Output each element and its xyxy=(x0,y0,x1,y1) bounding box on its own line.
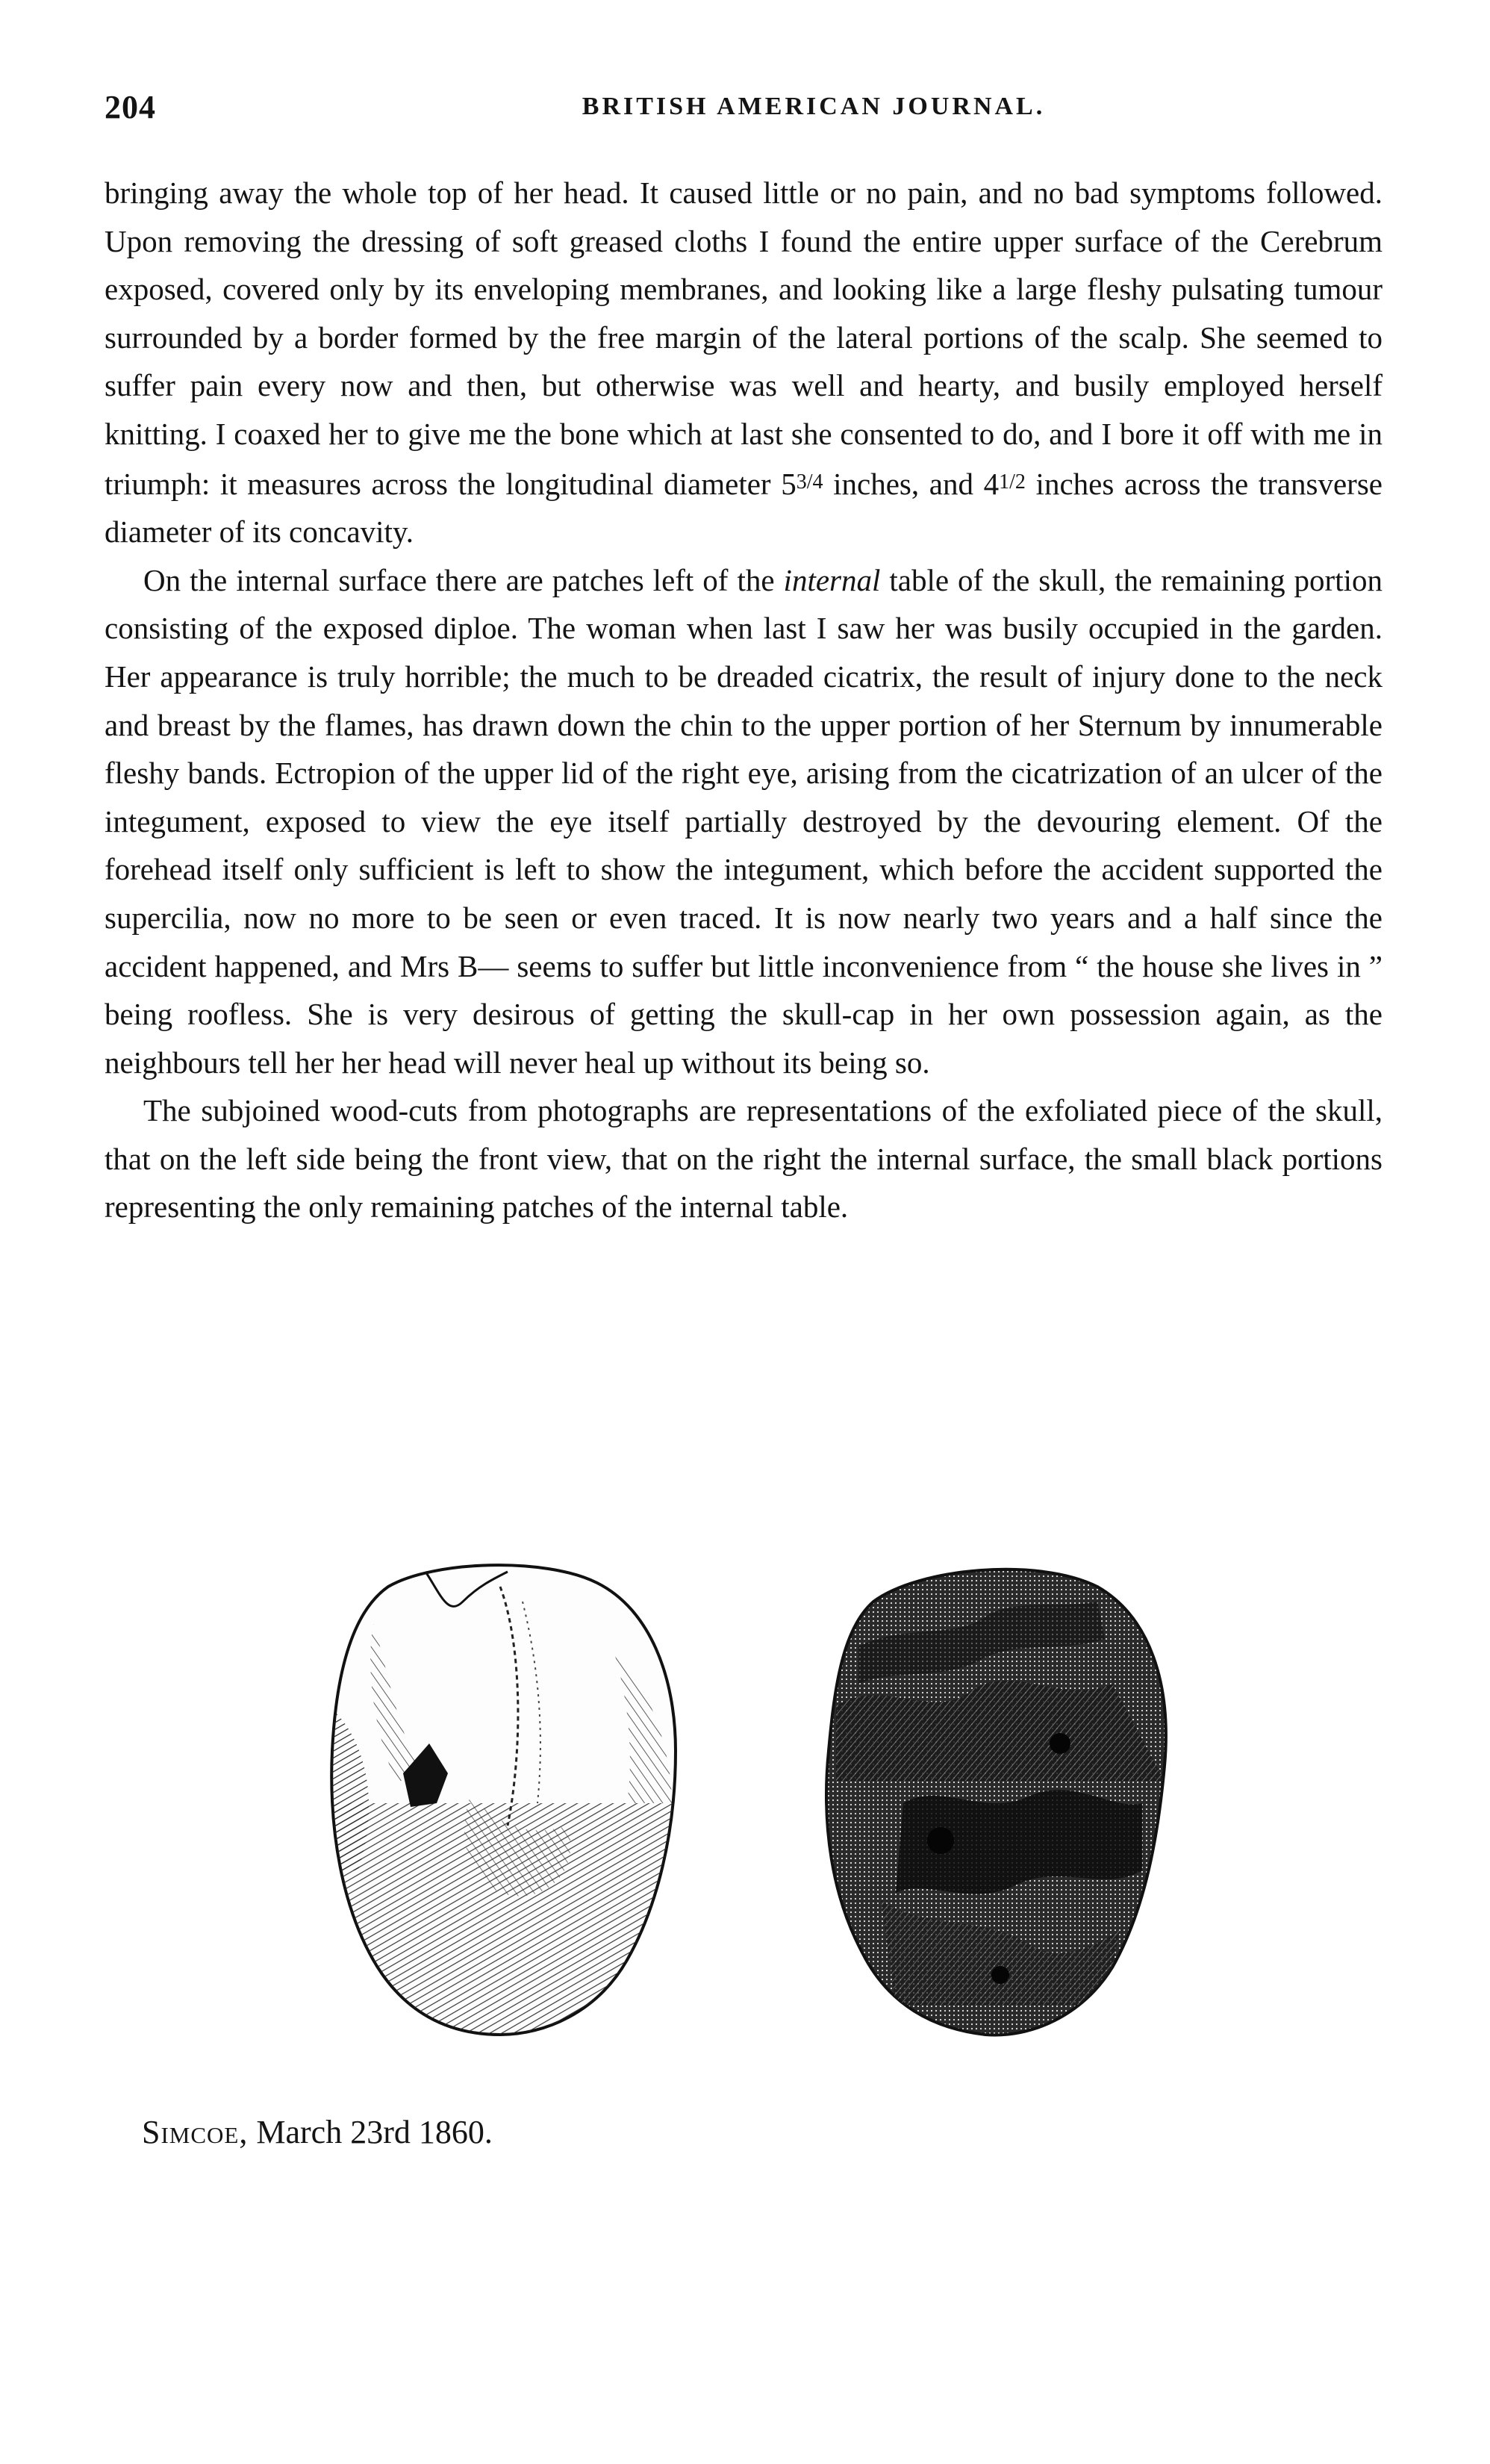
fraction-inches: 1/2 xyxy=(999,470,1026,494)
page-number: 204 xyxy=(105,89,156,125)
signature-date: March 23rd 1860. xyxy=(248,2114,493,2150)
paragraph-text: bringing away the whole top of her head. It caused little or no pain, and no bad symptoms followed. Upon removing the dressing of soft greased cloths I found the entire upper surface of the Cerebrum exposed, covered only by its enveloping membranes, and looking like a large fleshy pulsating tumour surrounded by a border formed by the free margin of the lateral portions of the scalp. She seemed to suffer pain every now and then, but otherwise was well and hearty, and busily employed herself knitting. I coaxed her to give me the bone which at last she consented to do, and I bore it off with me in triumph: it measures across the longitudinal diameter 5 xyxy=(105,175,1383,501)
fraction-inches: 3/4 xyxy=(796,470,823,494)
paragraph-internal-surface xyxy=(105,556,1383,1087)
woodcut-figures xyxy=(284,1557,1344,2050)
signature-line xyxy=(142,2113,493,2151)
paragraph-text: inches, and 4 xyxy=(823,466,1000,501)
paragraph-continuation xyxy=(105,169,1383,556)
skull-cap-internal-surface-icon xyxy=(791,1557,1209,2042)
paragraph-text: The subjoined wood-cuts from photographs are representations of the exfoliated piece of the skull, that on the left side being the front view, that on the right the internal surface, the small black portions representing the only remaining patches of the internal table. xyxy=(105,1093,1383,1225)
paragraph-text: table of the skull, the remaining portion consisting of the exposed diploe. The woman when last I saw her was busily occupied in the garden. Her appearance is truly horrible; the much to be dreaded cicatrix, the result of injury done to the neck and breast by the flames, has drawn down the chin to the upper portion of her Sternum by innumerable fleshy bands. Ectropion of the upper lid of the right eye, arising from the cicatrization of an ulcer of the integument, exposed to view the eye itself partially destroyed by the devouring element. Of the forehead itself only sufficient is left to show the integument, which before the accident supported the supercilia, now no more to be seen or even traced. It is now nearly two years and a half since the accident happened, and Mrs B— seems to suffer but little inconvenience from “ the house she lives in ” being roofless. She is very desirous of getting the skull-cap in her own possession again, as the neighbours tell her her head will never heal up without its being so. xyxy=(105,562,1383,1080)
skull-cap-front-view-icon xyxy=(299,1557,717,2042)
paragraph-text: On the internal surface there are patches left of the xyxy=(143,562,784,597)
running-head xyxy=(105,88,1388,133)
journal-title: BRITISH AMERICAN JOURNAL. xyxy=(582,93,1046,120)
paragraph-text: inches across the transverse diameter of its concavity. xyxy=(105,466,1383,550)
italic-term: internal xyxy=(783,562,881,597)
article-body xyxy=(105,169,1383,1231)
paragraph-woodcuts xyxy=(105,1086,1383,1231)
signature-place: Simcoe, xyxy=(142,2114,249,2150)
